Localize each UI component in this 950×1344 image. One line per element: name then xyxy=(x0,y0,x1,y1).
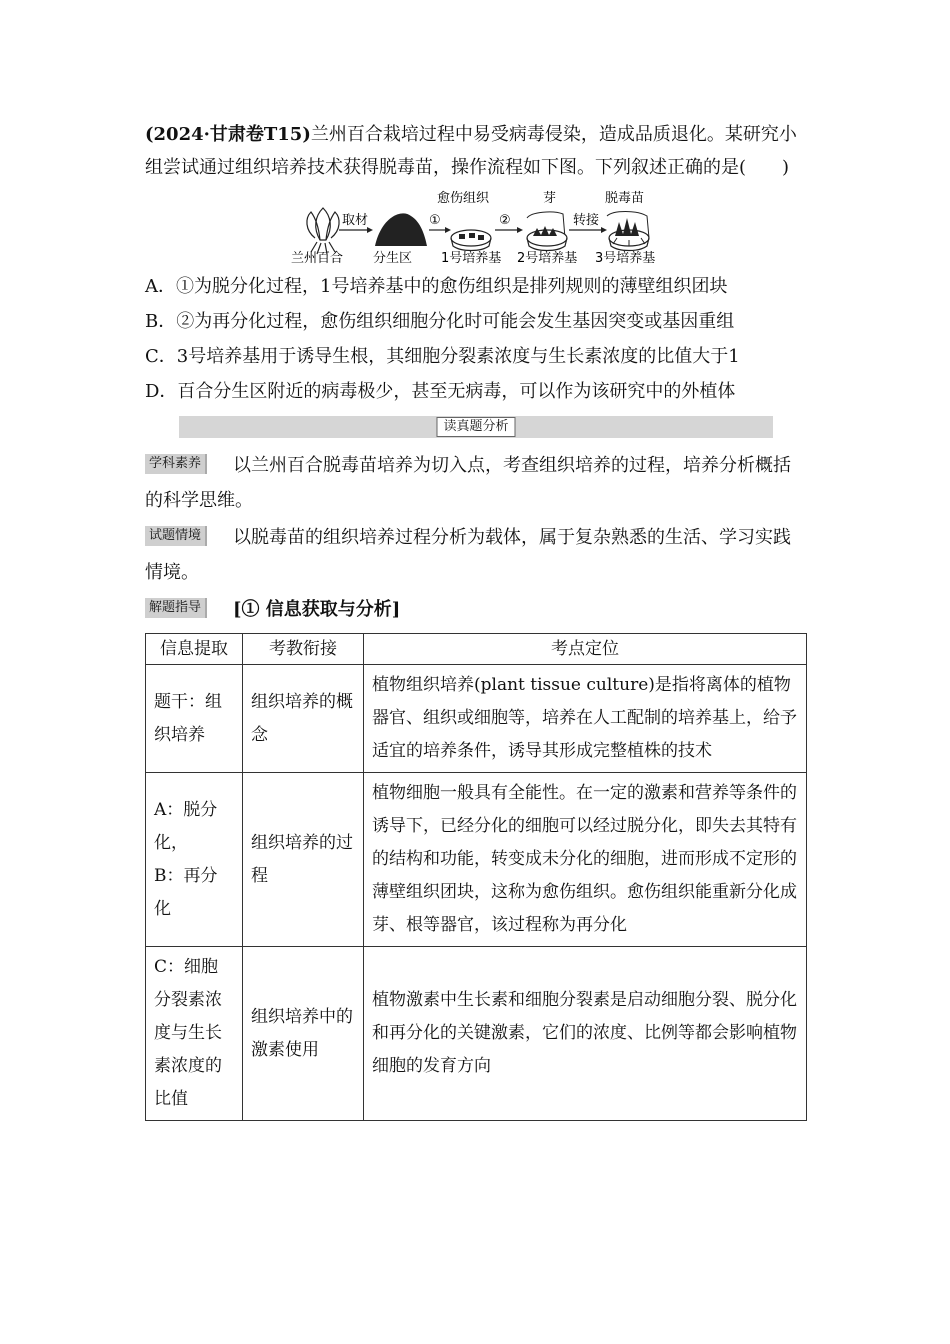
text-guide: [① 信息获取与分析] xyxy=(233,599,401,620)
th-info: 信息提取 xyxy=(146,634,243,665)
cell-info: C：细胞分裂素浓度与生长素浓度的比值 xyxy=(146,947,243,1121)
arrow-step1-head xyxy=(445,227,451,233)
cell-link: 组织培养中的激素使用 xyxy=(243,947,364,1121)
label-transfer: 转接 xyxy=(573,213,600,228)
label-take: 取材 xyxy=(342,213,369,228)
lily-plant-icon xyxy=(307,208,339,254)
cell-point: 植物组织培养(plant tissue culture)是指将离体的植物器官、组织或细胞等，培养在人工配制的培养基上，给予适宜的培养条件，诱导其形成完整植株的技术 xyxy=(364,665,807,773)
table-row xyxy=(146,947,807,1121)
label-medium1: 1号培养基 xyxy=(441,251,502,266)
option-d: D．百合分生区附近的病毒极少，甚至无病毒，可以作为该研究中的外植体 xyxy=(145,381,736,402)
option-a: A．①为脱分化过程，1号培养基中的愈伤组织是排列规则的薄壁组织团块 xyxy=(145,276,728,297)
th-link: 考教衔接 xyxy=(243,634,364,665)
dish-3-icon xyxy=(607,212,649,251)
tag-context: 试题情境 xyxy=(145,526,207,546)
th-point: 考点定位 xyxy=(364,634,807,665)
question-source: (2024·甘肃卷T15) xyxy=(145,124,311,145)
label-callus: 愈伤组织 xyxy=(437,191,490,206)
text-literacy: 以兰州百合脱毒苗培养为切入点，考查组织培养的过程，培养分析概括的科学思维。 xyxy=(145,455,792,511)
table-row xyxy=(146,665,807,773)
section-literacy xyxy=(145,448,807,518)
label-step2: ② xyxy=(499,213,511,228)
dish-1-icon xyxy=(451,230,491,251)
cell-link: 组织培养的概念 xyxy=(243,665,364,773)
label-bud: 芽 xyxy=(543,191,557,206)
dish-2-icon xyxy=(527,212,567,251)
section-guide xyxy=(145,592,807,627)
tag-guide: 解题指导 xyxy=(145,598,207,618)
process-diagram-svg xyxy=(145,188,807,266)
arrow-transfer-head xyxy=(601,227,607,233)
question-stem xyxy=(145,118,807,184)
question-text: 兰州百合栽培过程中易受病毒侵染，造成品质退化。某研究小组尝试通过组织培养技术获得脱毒苗，操作流程如下图。下列叙述正确的是( ) xyxy=(145,124,797,178)
option-c: C．3号培养基用于诱导生根，其细胞分裂素浓度与生长素浓度的比值大于1 xyxy=(145,346,740,367)
cell-info: A：脱分化， B：再分化 xyxy=(146,773,243,947)
banner-label: 读真题分析 xyxy=(436,417,515,437)
label-lily: 兰州百合 xyxy=(291,251,344,266)
label-meristem: 分生区 xyxy=(373,251,413,266)
analysis-banner xyxy=(179,416,773,438)
cell-point: 植物激素中生长素和细胞分裂素是启动细胞分裂、脱分化和再分化的关键激素，它们的浓度、比例等都会影响植物细胞的发育方向 xyxy=(364,947,807,1121)
label-medium2: 2号培养基 xyxy=(517,251,578,266)
cell-link: 组织培养的过程 xyxy=(243,773,364,947)
analysis-table xyxy=(145,633,807,1121)
cell-point: 植物细胞一般具有全能性。在一定的激素和营养等条件的诱导下，已经分化的细胞可以经过脱分化，即失去其特有的结构和功能，转变成未分化的细胞，进而形成不定形的薄壁组织团块，这称为愈伤组织。愈伤组织能重新分化成芽、根等器官，该过程称为再分化 xyxy=(364,773,807,947)
meristem-icon xyxy=(375,213,427,246)
text-context: 以脱毒苗的组织培养过程分析为载体，属于复杂熟悉的生活、学习实践情境。 xyxy=(145,527,792,583)
label-step1: ① xyxy=(429,213,441,228)
cell-info: 题干：组织培养 xyxy=(146,665,243,773)
option-b: B．②为再分化过程，愈伤组织细胞分化时可能会发生基因突变或基因重组 xyxy=(145,311,735,332)
process-diagram xyxy=(145,188,807,266)
table-header-row xyxy=(146,634,807,665)
tag-literacy: 学科素养 xyxy=(145,454,207,474)
table-row xyxy=(146,773,807,947)
label-seedling: 脱毒苗 xyxy=(605,191,645,206)
page-content xyxy=(145,118,807,1121)
section-context xyxy=(145,520,807,590)
label-medium3: 3号培养基 xyxy=(595,251,656,266)
arrow-step2-head xyxy=(517,227,523,233)
